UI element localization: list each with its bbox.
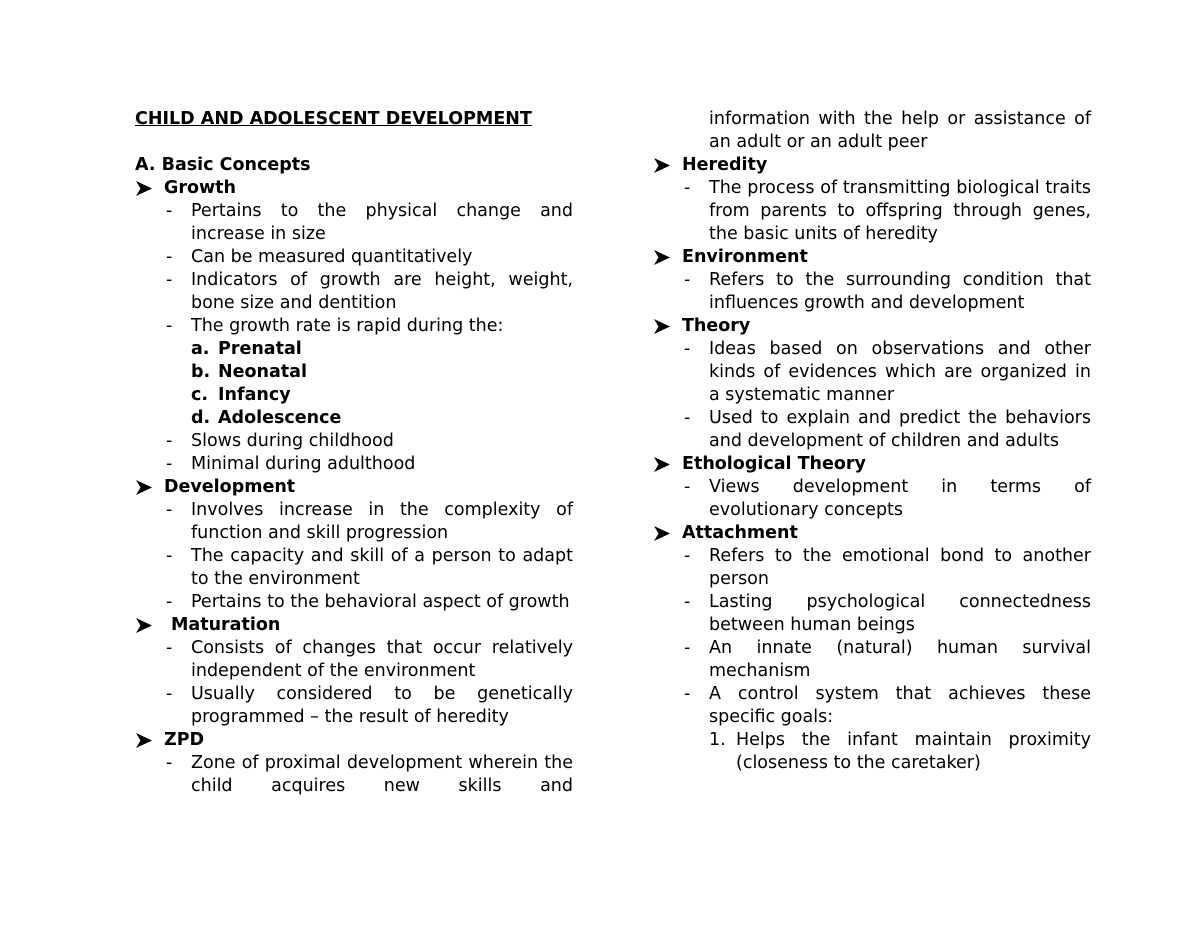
- stage-text: Infancy: [218, 385, 291, 405]
- arrow-bullet-icon: [654, 319, 670, 334]
- bullet-item: [135, 269, 573, 315]
- bullet-item: [653, 683, 1091, 729]
- bullet-item: [653, 476, 1091, 522]
- dash-marker: -: [684, 684, 691, 704]
- dash-marker: -: [166, 431, 173, 451]
- dash-marker: -: [166, 638, 173, 658]
- bullet-text: The capacity and skill of a person to adapt to the environment: [191, 546, 573, 589]
- stage-text: Prenatal: [218, 339, 302, 359]
- dash-marker: -: [166, 500, 173, 520]
- heading-attachment: [653, 522, 1091, 545]
- heading-label: Growth: [164, 178, 237, 198]
- bullet-item: [135, 453, 573, 476]
- arrow-bullet-icon: [136, 733, 152, 748]
- bullet-item: [135, 315, 573, 338]
- stage-text: Adolescence: [218, 408, 342, 428]
- stage-label: d.: [191, 408, 211, 428]
- bullet-text: Slows during childhood: [191, 431, 394, 451]
- dash-marker: -: [166, 270, 173, 290]
- arrow-bullet-icon: [654, 158, 670, 173]
- heading-development: [135, 476, 573, 499]
- bullet-item: [653, 269, 1091, 315]
- bullet-text: Can be measured quantitatively: [191, 247, 473, 267]
- dash-marker: -: [166, 454, 173, 474]
- heading-heredity: [653, 154, 1091, 177]
- bullet-text: Pertains to the physical change and increase in size: [191, 201, 573, 244]
- bullet-item: [135, 637, 573, 683]
- bullet-text: Indicators of growth are height, weight, bone size and dentition: [191, 270, 573, 313]
- heading-ethological-theory: [653, 453, 1091, 476]
- stage-label: b.: [191, 362, 211, 382]
- stage-item: [135, 361, 573, 384]
- bullet-item: [653, 338, 1091, 407]
- dash-marker: -: [166, 592, 173, 612]
- bullet-item: [135, 591, 573, 614]
- heading-label: Environment: [682, 247, 808, 267]
- zpd-continued-text: information with the help or assistance of an adult or an adult peer: [709, 109, 1091, 152]
- document-title: CHILD AND ADOLESCENT DEVELOPMENT: [135, 109, 532, 129]
- bullet-item: [653, 591, 1091, 637]
- heading-theory: [653, 315, 1091, 338]
- arrow-bullet-icon: [654, 457, 670, 472]
- bullet-text: Involves increase in the complexity of function and skill progression: [191, 500, 573, 543]
- heading-maturation: [135, 614, 573, 637]
- numbered-text: Helps the infant maintain proximity (closeness to the caretaker): [736, 730, 1091, 773]
- heading-environment: [653, 246, 1091, 269]
- bullet-text: Consists of changes that occur relatively independent of the environment: [191, 638, 573, 681]
- dash-marker: -: [684, 178, 691, 198]
- heading-label: Theory: [682, 316, 751, 336]
- dash-marker: -: [166, 316, 173, 336]
- blank-line: [135, 131, 573, 154]
- dash-marker: -: [684, 477, 691, 497]
- bullet-item: [135, 683, 573, 729]
- bullet-text: Zone of proximal development wherein the child acquires new skills and: [191, 753, 573, 796]
- dash-marker: -: [684, 546, 691, 566]
- bullet-text: The growth rate is rapid during the:: [191, 316, 504, 336]
- heading-label: Heredity: [682, 155, 768, 175]
- arrow-bullet-icon: [136, 618, 152, 633]
- heading-zpd: [135, 729, 573, 752]
- arrow-bullet-icon: [136, 480, 152, 495]
- bullet-text: Pertains to the behavioral aspect of growth: [191, 592, 570, 612]
- dash-marker: -: [684, 408, 691, 428]
- bullet-item: [135, 200, 573, 246]
- numbered-item: [653, 729, 1091, 775]
- heading-label: Ethological Theory: [682, 454, 866, 474]
- dash-marker: -: [166, 546, 173, 566]
- heading-label: ZPD: [164, 730, 205, 750]
- bullet-item: [653, 637, 1091, 683]
- dash-marker: -: [166, 684, 173, 704]
- dash-marker: -: [166, 753, 173, 773]
- heading-label: Maturation: [171, 615, 281, 635]
- bullet-text: The process of transmitting biological traits from parents to offspring through genes, the basic units of heredity: [709, 178, 1091, 244]
- arrow-bullet-icon: [654, 250, 670, 265]
- stage-item: [135, 338, 573, 361]
- dash-marker: -: [684, 270, 691, 290]
- bullet-text: A control system that achieves these specific goals:: [709, 684, 1091, 727]
- bullet-text: Used to explain and predict the behaviors and development of children and adults: [709, 408, 1091, 451]
- stage-text: Neonatal: [218, 362, 307, 382]
- bullet-text: Refers to the emotional bond to another person: [709, 546, 1091, 589]
- bullet-text: Ideas based on observations and other kinds of evidences which are organized in a systematic manner: [709, 339, 1091, 405]
- bullet-text: Usually considered to be genetically programmed – the result of heredity: [191, 684, 573, 727]
- heading-growth: [135, 177, 573, 200]
- bullet-item: [135, 499, 573, 545]
- dash-marker: -: [166, 247, 173, 267]
- stage-label: c.: [191, 385, 209, 405]
- stage-label: a.: [191, 339, 210, 359]
- dash-marker: -: [684, 638, 691, 658]
- dash-marker: -: [684, 592, 691, 612]
- dash-marker: -: [684, 339, 691, 359]
- left-column: [135, 108, 573, 798]
- bullet-text: An innate (natural) human survival mechanism: [709, 638, 1091, 681]
- dash-marker: -: [166, 201, 173, 221]
- arrow-bullet-icon: [136, 181, 152, 196]
- bullet-item: [135, 752, 573, 798]
- bullet-text: Lasting psychological connectedness between human beings: [709, 592, 1091, 635]
- bullet-item: [135, 246, 573, 269]
- heading-label: Attachment: [682, 523, 798, 543]
- section-heading: A. Basic Concepts: [135, 155, 311, 175]
- bullet-item: [653, 407, 1091, 453]
- bullet-text: Minimal during adulthood: [191, 454, 416, 474]
- right-column: [653, 108, 1091, 775]
- bullet-text: Views development in terms of evolutionary concepts: [709, 477, 1091, 520]
- bullet-item: [135, 430, 573, 453]
- stage-item: [135, 407, 573, 430]
- bullet-item: [135, 545, 573, 591]
- arrow-bullet-icon: [654, 526, 670, 541]
- bullet-text: Refers to the surrounding condition that influences growth and development: [709, 270, 1091, 313]
- stage-item: [135, 384, 573, 407]
- heading-label: Development: [164, 477, 296, 497]
- number-label: 1.: [709, 730, 726, 750]
- bullet-item: [653, 177, 1091, 246]
- bullet-item: [653, 545, 1091, 591]
